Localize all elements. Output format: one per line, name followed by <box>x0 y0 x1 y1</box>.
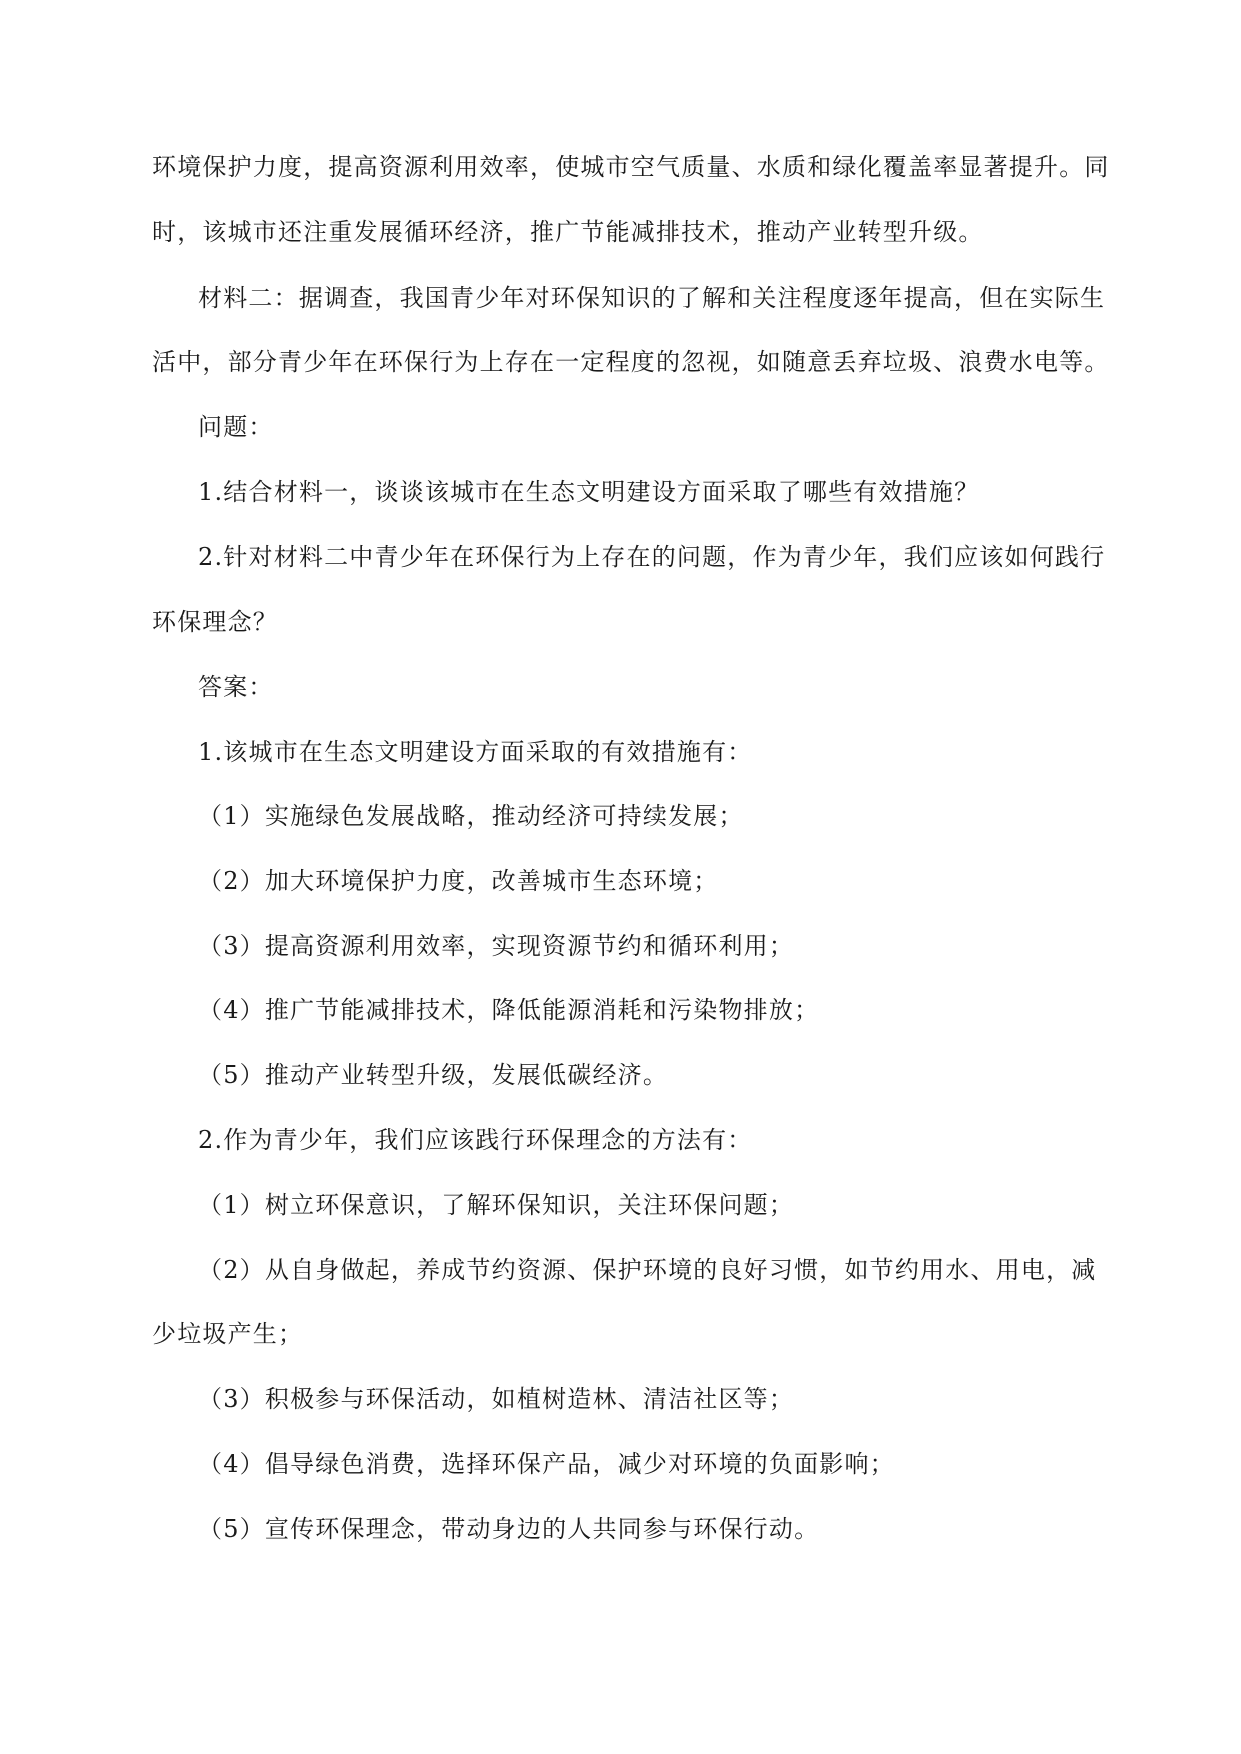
text-line: 环保理念？ <box>152 608 278 636</box>
answer-subitem: （4）推广节能减排技术，降低能源消耗和污染物排放； <box>198 996 820 1024</box>
question-item: 1.结合材料一，谈谈该城市在生态文明建设方面采取了哪些有效措施？ <box>198 478 980 506</box>
answer-subitem: （1）树立环保意识，了解环保知识，关注环保问题； <box>198 1191 795 1219</box>
answer-subitem: （5）推动产业转型升级，发展低碳经济。 <box>198 1061 669 1089</box>
answer-subitem: （1）实施绿色发展战略，推动经济可持续发展； <box>198 802 744 830</box>
text-line: 少垃圾产生； <box>152 1320 304 1348</box>
question-item: 2.针对材料二中青少年在环保行为上存在的问题，作为青少年，我们应该如何践行 <box>198 543 1106 571</box>
section-heading: 答案： <box>198 673 274 701</box>
text-line: 材料二：据调查，我国青少年对环保知识的了解和关注程度逐年提高，但在实际生 <box>198 284 1106 312</box>
section-heading: 问题： <box>198 413 274 441</box>
text-line: 时，该城市还注重发展循环经济，推广节能减排技术，推动产业转型升级。 <box>152 218 984 246</box>
answer-subitem: （4）倡导绿色消费，选择环保产品，减少对环境的负面影响； <box>198 1450 895 1478</box>
answer-subitem: （5）宣传环保理念，带动身边的人共同参与环保行动。 <box>198 1515 820 1543</box>
answer-subitem: （2）加大环境保护力度，改善城市生态环境； <box>198 867 719 895</box>
answer-subitem: （2）从自身做起，养成节约资源、保护环境的良好习惯，如节约用水、用电，减 <box>198 1256 1097 1284</box>
answer-subitem: （3）积极参与环保活动，如植树造林、清洁社区等； <box>198 1385 795 1413</box>
answer-item: 1.该城市在生态文明建设方面采取的有效措施有： <box>198 738 753 766</box>
answer-item: 2.作为青少年，我们应该践行环保理念的方法有： <box>198 1126 753 1154</box>
text-line: 环境保护力度，提高资源利用效率，使城市空气质量、水质和绿化覆盖率显著提升。同 <box>152 153 1110 181</box>
answer-subitem: （3）提高资源利用效率，实现资源节约和循环利用； <box>198 932 795 960</box>
text-line: 活中，部分青少年在环保行为上存在一定程度的忽视，如随意丢弃垃圾、浪费水电等。 <box>152 348 1110 376</box>
